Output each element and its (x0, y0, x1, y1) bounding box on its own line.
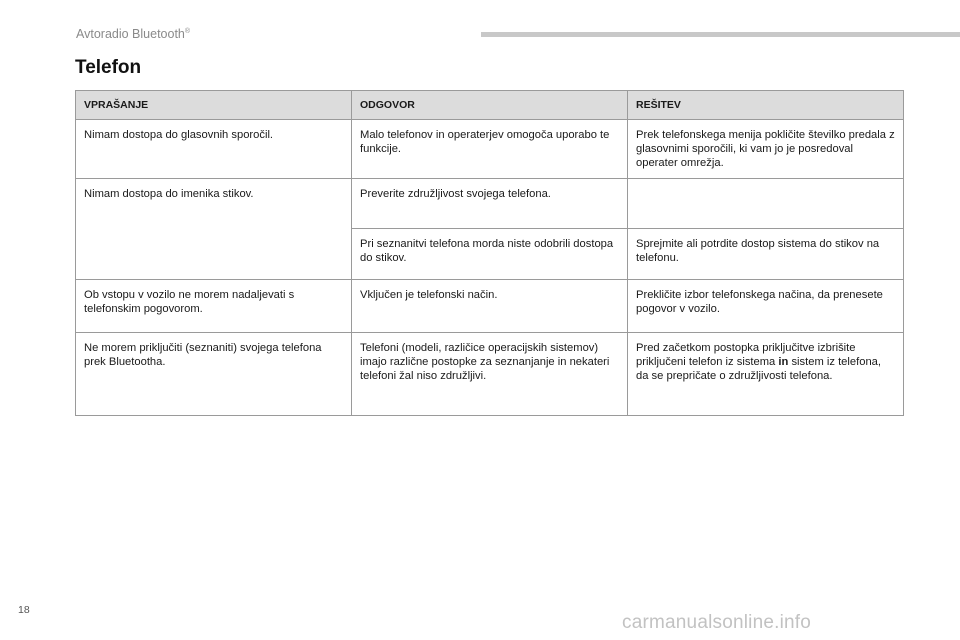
table-row (76, 333, 904, 416)
solution-text-start: Pred začetkom postopka priključitve izbrišite priključeni telefon iz sistema (636, 342, 856, 368)
page-number: 18 (18, 604, 30, 616)
question-cell: Ne morem priključiti (seznaniti) svojega telefona prek Bluetootha. (76, 333, 352, 416)
table-row (76, 280, 904, 333)
answer-cell: Telefoni (modeli, različice operacijskih sistemov) imajo različne postopke za seznanjanje in nekateri telefoni žal niso združljivi. (352, 333, 628, 416)
answer-cell: Preverite združljivost svojega telefona. (352, 179, 628, 229)
header-divider-bar (481, 32, 960, 37)
question-cell: Ob vstopu v vozilo ne morem nadaljevati s telefonskim pogovorom. (76, 280, 352, 333)
table-header-row (76, 91, 904, 120)
registered-mark: ® (184, 27, 191, 35)
table-row (76, 179, 904, 229)
question-cell: Nimam dostopa do imenika stikov. (76, 179, 352, 280)
table-row (76, 120, 904, 179)
chapter-title: Avtoradio Bluetooth (76, 27, 185, 41)
answer-cell: Vključen je telefonski način. (352, 280, 628, 333)
solution-cell: Prekličite izbor telefonskega načina, da prenesete pogovor v vozilo. (628, 280, 904, 333)
solution-text-end: sistem iz telefona, da se prepričate o združljivosti telefona. (636, 356, 881, 382)
question-cell: Nimam dostopa do glasovnih sporočil. (76, 120, 352, 179)
solution-cell: Sprejmite ali potrdite dostop sistema do stikov na telefonu. (628, 229, 904, 280)
answer-cell: Malo telefonov in operaterjev omogoča uporabo te funkcije. (352, 120, 628, 179)
header-answer: ODGOVOR (352, 91, 628, 120)
section-title: Telefon (75, 57, 142, 78)
faq-table (75, 90, 904, 416)
solution-cell: Prek telefonskega menija pokličite številko predala z glasovnimi sporočili, ki vam jo je posredoval operater omrežja. (628, 120, 904, 179)
answer-cell: Pri seznanitvi telefona morda niste odobrili dostopa do stikov. (352, 229, 628, 280)
chapter-header (76, 27, 190, 41)
header-solution: REŠITEV (628, 91, 904, 120)
watermark: carmanualsonline.info (622, 612, 812, 633)
solution-text-bold: in (778, 356, 789, 368)
solution-cell (628, 333, 904, 416)
solution-cell (628, 179, 904, 229)
header-question: VPRAŠANJE (76, 91, 352, 120)
